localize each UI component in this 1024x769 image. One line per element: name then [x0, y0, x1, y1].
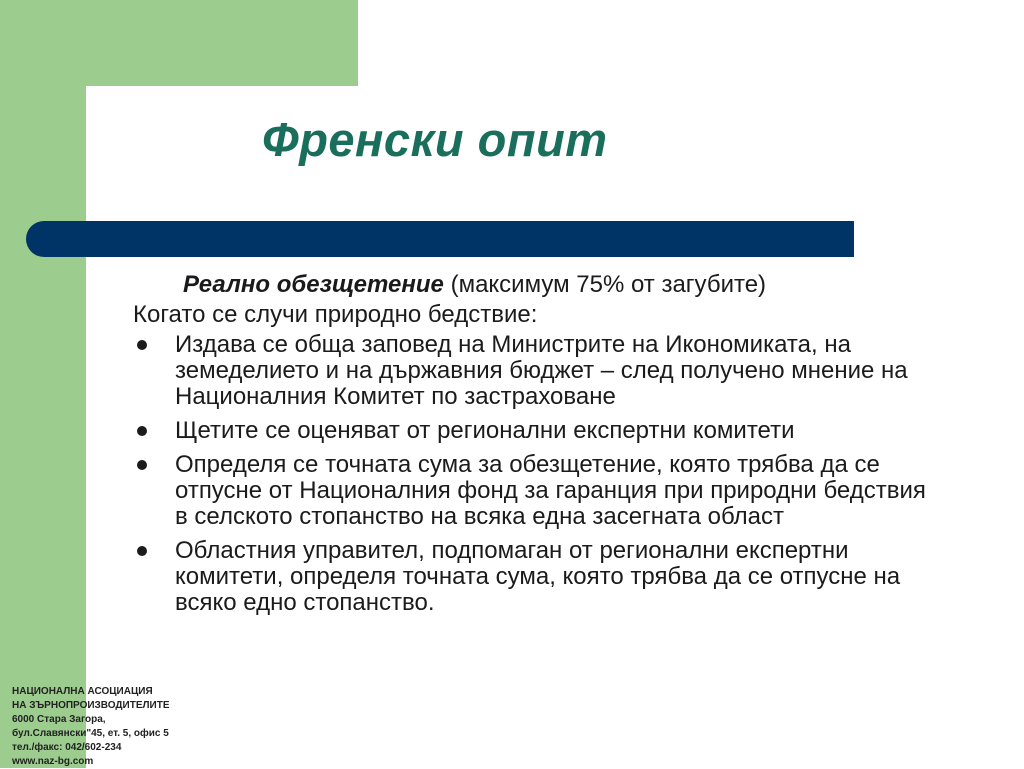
footer-website: www.naz-bg.com: [12, 756, 94, 767]
bullet-item: [133, 332, 935, 410]
title-divider-bar: [26, 221, 854, 257]
slide-body: [133, 272, 933, 624]
lead-rest: (максимум 75% от загубите): [443, 271, 767, 298]
bullet-text: Областния управител, подпомаган от регионални експертни комитети, определя точната сума, която трябва да се отпусне на всяко едно стопанство.: [175, 537, 901, 616]
organization-footer: [12, 685, 170, 769]
bullet-dot-icon: [137, 546, 147, 556]
bullet-item: [133, 538, 935, 616]
slide-title: Френски опит: [262, 113, 608, 166]
bullet-text: Щетите се оценяват от регионални експертни комитети: [175, 417, 795, 444]
footer-line: НАЦИОНАЛНА АСОЦИАЦИЯ: [12, 686, 153, 697]
intro-line: Когато се случи природно бедствие:: [133, 301, 538, 328]
bullet-dot-icon: [137, 340, 147, 350]
bullet-item: [133, 418, 935, 444]
green-side-band: [0, 0, 86, 768]
footer-line: тел./факс: 042/602-234: [12, 742, 122, 753]
bullet-dot-icon: [137, 460, 147, 470]
lead-line: [183, 272, 933, 298]
bullet-text: Определя се точната сума за обезщетение, която трябва да се отпусне от Националния фонд за гаранция при природни бедствия в селското стопанство на всяка една засегната област: [175, 451, 926, 530]
lead-emphasis: Реално обезщетение: [183, 271, 444, 298]
green-top-band: [0, 0, 358, 86]
bullet-list: [133, 332, 933, 616]
bullet-dot-icon: [137, 426, 147, 436]
footer-line: 6000 Стара Загора,: [12, 714, 106, 725]
bullet-text: Издава се обща заповед на Министрите на Икономиката, на земеделието и на държавния бюджет – след получено мнение на Националния Комитет по застраховане: [175, 331, 908, 410]
footer-line: НА ЗЪРНОПРОИЗВОДИТЕЛИТЕ: [12, 700, 170, 711]
footer-line: бул.Славянски"45, ет. 5, офис 5: [12, 728, 169, 739]
bullet-item: [133, 452, 935, 530]
